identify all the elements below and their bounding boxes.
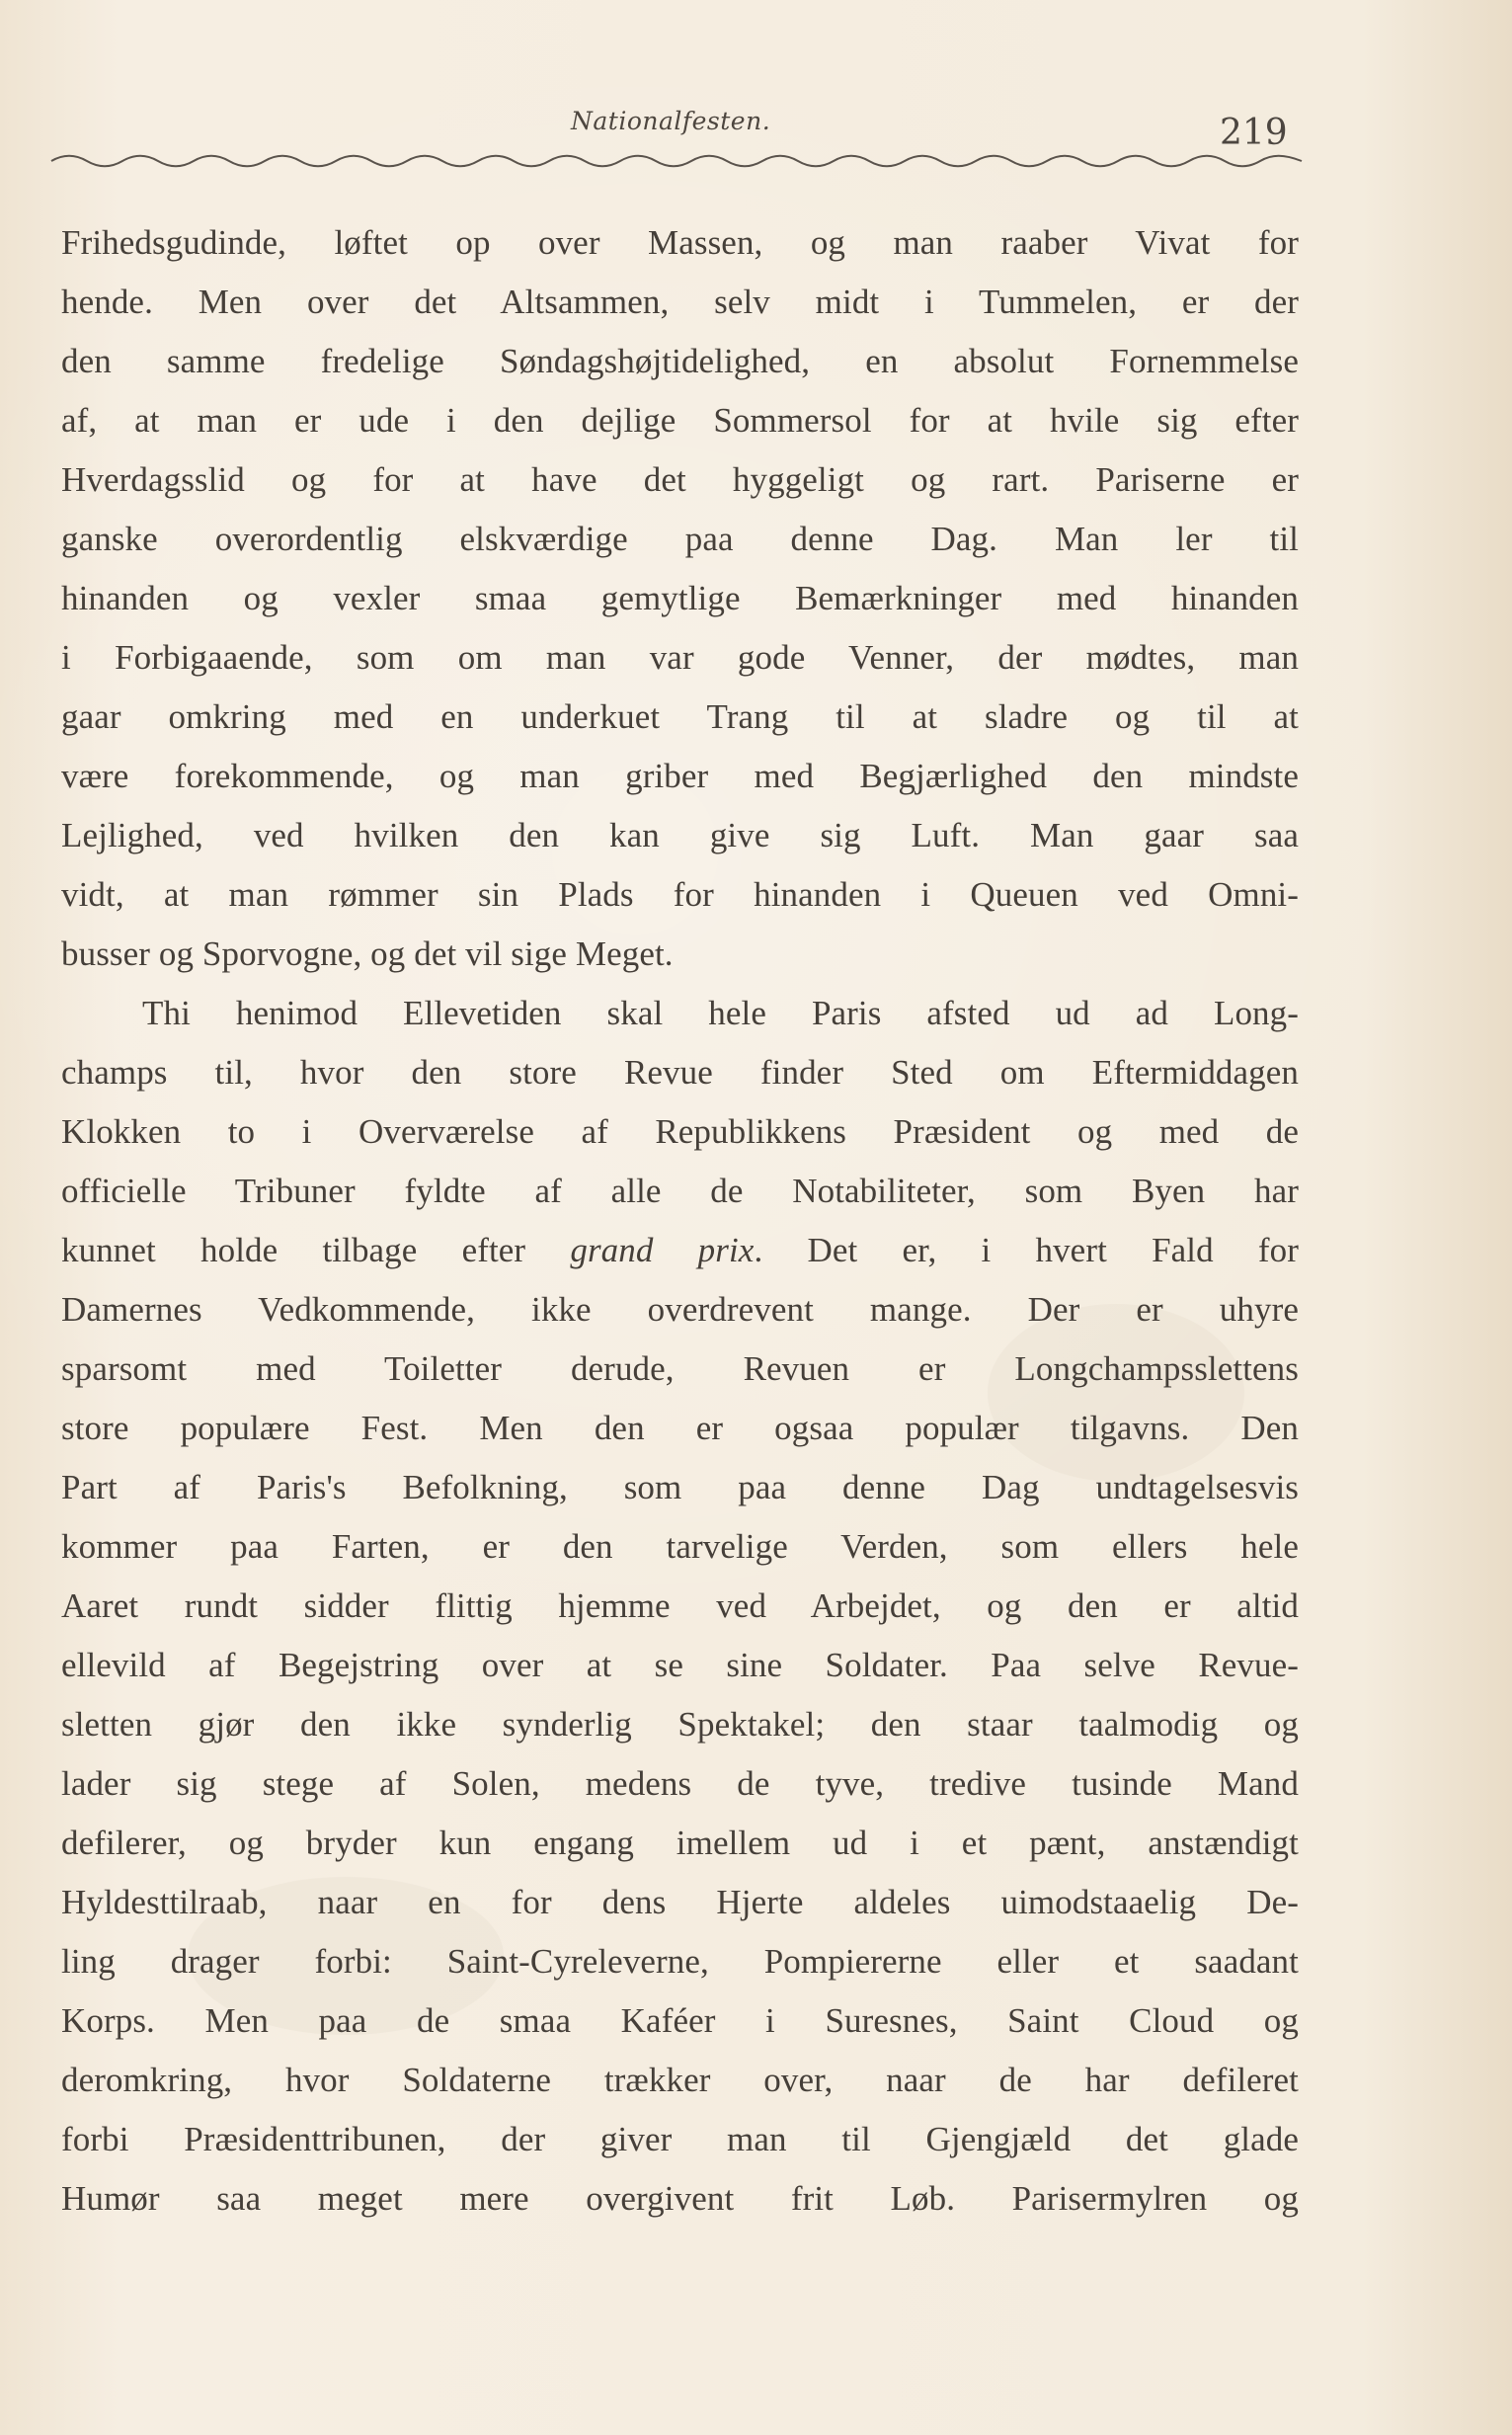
text-line: ling drager forbi: Saint-Cyreleverne, Pompiererne eller et saadant (61, 1942, 1299, 1981)
text-line: store populære Fest. Men den er ogsaa populær tilgavns. Den (61, 1409, 1299, 1447)
text-line: gaar omkring med en underkuet Trang til at sladre og til at (61, 697, 1299, 736)
text-line: Part af Paris's Befolkning, som paa denne Dag undtagelsesvis (61, 1468, 1299, 1506)
text-before-italic: kunnet holde tilbage efter (61, 1231, 571, 1269)
text-line-with-italic (61, 1225, 1299, 1276)
text-line: Humør saa meget mere overgivent frit Løb. Parisermylren og (61, 2179, 1299, 2218)
text-line: lader sig stege af Solen, medens de tyve, tredive tusinde Mand (61, 1764, 1299, 1803)
text-line: Damernes Vedkommende, ikke overdrevent mange. Der er uhyre (61, 1290, 1299, 1329)
text-line: hinanden og vexler smaa gemytlige Bemærkninger med hinanden (61, 579, 1299, 617)
text-line: Hyldesttilraab, naar en for dens Hjerte aldeles uimodstaaelig De- (61, 1883, 1299, 1921)
text-line: ganske overordentlig elskværdige paa denne Dag. Man ler til (61, 520, 1299, 558)
running-title: Nationalfesten. (571, 107, 771, 135)
main-text (61, 217, 1299, 2242)
text-line: Hverdagsslid og for at have det hyggeligt og rart. Pariserne er (61, 460, 1299, 499)
text-line: sparsomt med Toiletter derude, Revuen er Longchampsslettens (61, 1349, 1299, 1388)
text-line: kommer paa Farten, er den tarvelige Verden, som ellers hele (61, 1527, 1299, 1566)
text-line: forbi Præsidenttribunen, der giver man til Gjengjæld det glade (61, 2120, 1299, 2158)
text-line: i Forbigaaende, som om man var gode Venner, der mødtes, man (61, 638, 1299, 677)
text-line: den samme fredelige Søndagshøjtidelighed, en absolut Fornemmelse (61, 342, 1299, 380)
text-line: Aaret rundt sidder flittig hjemme ved Arbejdet, og den er altid (61, 1586, 1299, 1625)
page-header (0, 107, 1512, 170)
paragraph-end-line: busser og Sporvogne, og det vil sige Meget. (61, 934, 674, 973)
text-line: defilerer, og bryder kun engang imellem ud i et pænt, anstændigt (61, 1824, 1299, 1862)
text-line: Korps. Men paa de smaa Kaféer i Suresnes, Saint Cloud og (61, 2001, 1299, 2040)
italic-phrase: grand prix (570, 1231, 755, 1269)
text-line: Klokken to i Overværelse af Republikkens Præsident og med de (61, 1112, 1299, 1151)
text-line: være forekommende, og man griber med Begjærlighed den mindste (61, 757, 1299, 795)
page-number: 219 (1220, 113, 1288, 153)
text-line: vidt, at man rømmer sin Plads for hinanden i Queuen ved Omni- (61, 875, 1299, 914)
text-line: Frihedsgudinde, løftet op over Massen, og man raaber Vivat for (61, 223, 1299, 262)
text-line: Lejlighed, ved hvilken den kan give sig Luft. Man gaar saa (61, 816, 1299, 854)
text-line: af, at man er ude i den dejlige Sommersol for at hvile sig efter (61, 401, 1299, 440)
text-line: officielle Tribuner fyldte af alle de Notabiliteter, som Byen har (61, 1172, 1299, 1210)
text-line: champs til, hvor den store Revue finder Sted om Eftermiddagen (61, 1053, 1299, 1092)
text-line: deromkring, hvor Soldaterne trækker over, naar de har defileret (61, 2061, 1299, 2099)
text-line: ellevild af Begejstring over at se sine Soldater. Paa selve Revue- (61, 1646, 1299, 1684)
paragraph-start-line: Thi henimod Ellevetiden skal hele Paris afsted ud ad Long- (142, 994, 1299, 1032)
text-line: sletten gjør den ikke synderlig Spektakel; den staar taalmodig og (61, 1705, 1299, 1744)
text-after-italic: . Det er, i hvert Fald for (754, 1231, 1299, 1269)
text-line: hende. Men over det Altsammen, selv midt i Tummelen, er der (61, 283, 1299, 321)
decorative-wavy-rule (51, 150, 1302, 170)
